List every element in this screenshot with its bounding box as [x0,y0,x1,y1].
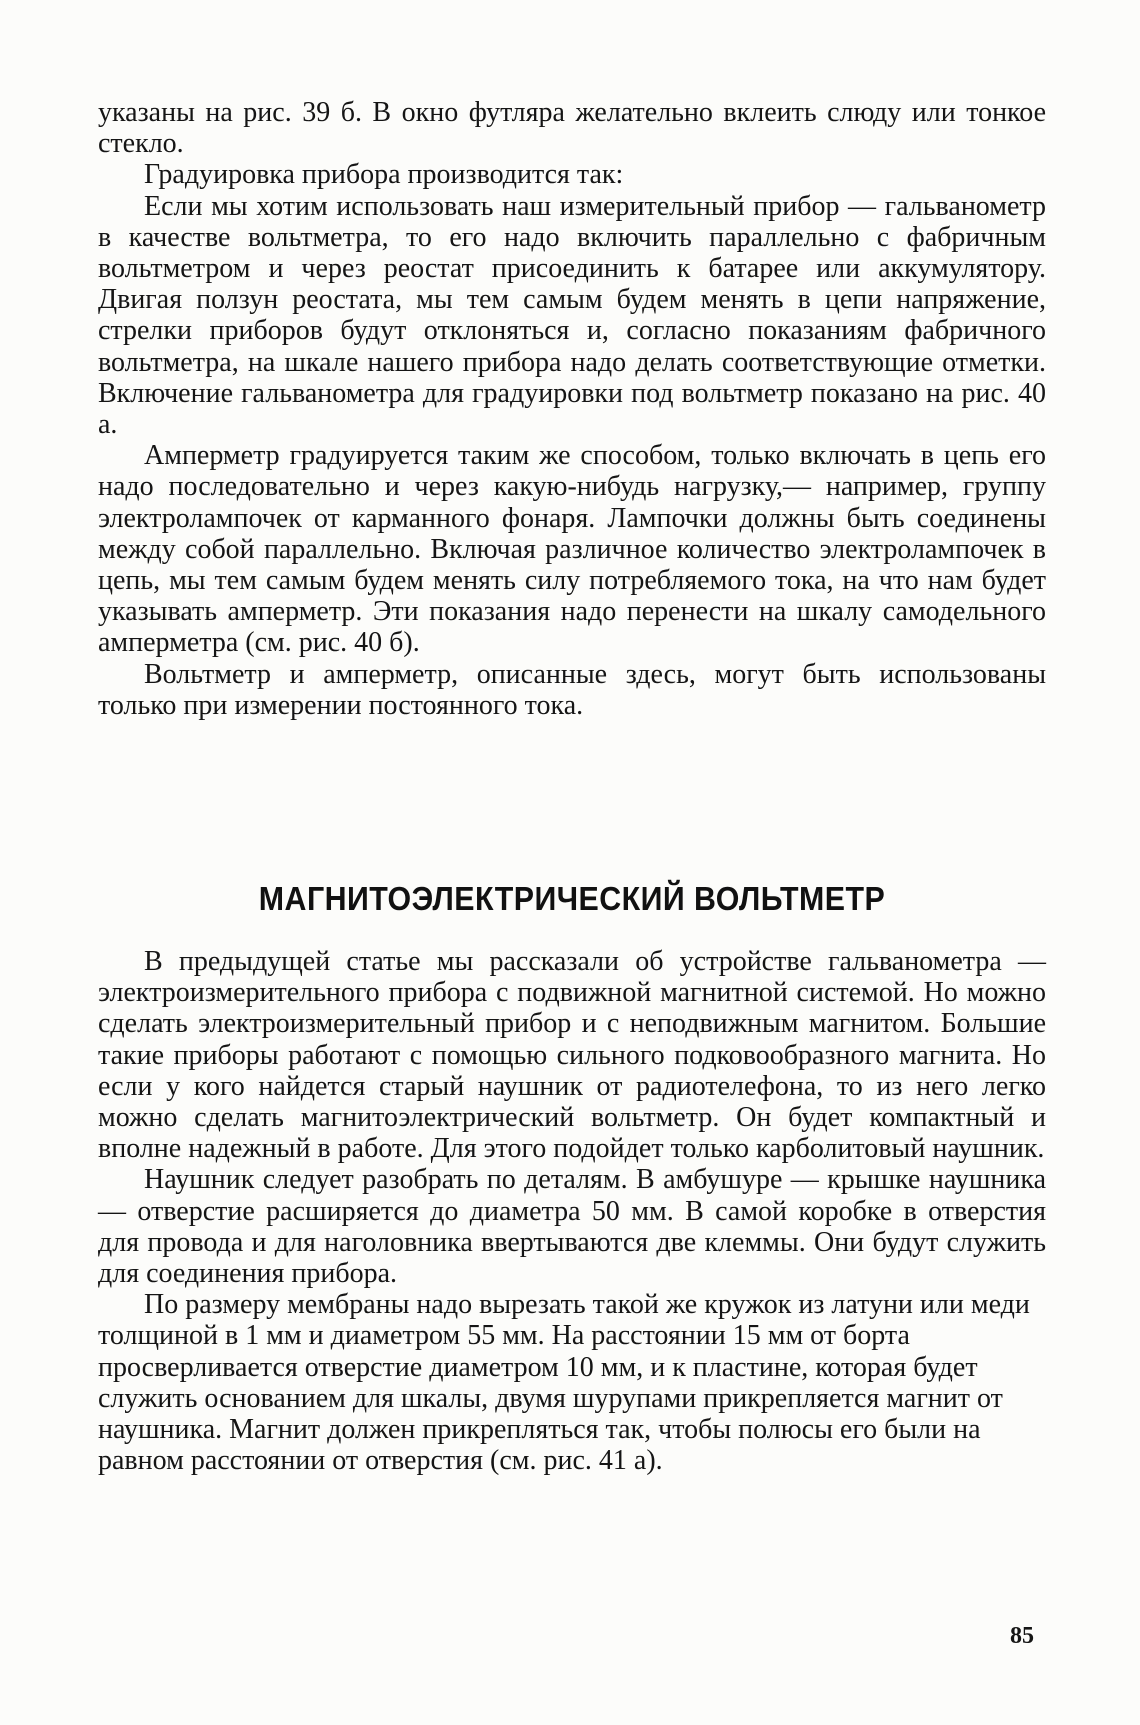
paragraph-intro: В предыдущей статье мы рассказали об устройстве гальванометра — электроизмерительного прибора с подвижной магнитной системой. Но можно сделать электроизмерительный прибор и с неподвижным магнитом. Большие такие приборы работают с помощью сильного подковообразного магнита. Но если у кого найдется старый наушник от радиотелефона, то из него легко можно сделать магнитоэлектрический вольтметр. Он будет компактный и вполне надежный в работе. Для этого подойдет только карболитовый наушник. [98,946,1046,1165]
paragraph-membrane: По размеру мембраны надо вырезать такой же кружок из латуни или меди толщиной в 1 мм и диаметром 55 мм. На расстоянии 15 мм от борта просверливается отверстие диаметром 10 мм, и к пластине, которая будет служить основанием для шкалы, двумя шурупами прикрепляется магнит от наушника. Магнит должен прикрепляться так, чтобы полюсы его были на равном расстоянии от отверстия (см. рис. 41 а). [98,1289,1030,1477]
page-number: 85 [1010,1623,1034,1649]
paragraph-continuation: указаны на рис. 39 б. В окно футляра желательно вклеить слюду или тонкое стекло. [98,97,1046,160]
section-title: МАГНИТОЭЛЕКТРИЧЕСКИЙ ВОЛЬТМЕТР [258,880,886,917]
paragraph-disassembly: Наушник следует разобрать по деталям. В амбушуре — крышке наушника — отверстие расширяется до диаметра 50 мм. В самой коробке в отверстия для провода и для наголовника ввертываются две клеммы. Они будут служить для соединения прибора. [98,1164,1046,1290]
paragraph-voltmeter-calibration: Если мы хотим использовать наш измерительный прибор — гальванометр в качестве вольтметра, то его надо включить параллельно с фабричным вольтметром и через реостат присоединить к батарее или аккумулятору. Двигая ползун реостата, мы тем самым будем менять в цепи напряжение, стрелки приборов будут отклоняться и, согласно показаниям фабричного вольтметра, на шкале нашего прибора надо делать соответствующие отметки. Включение гальванометра для градуировки под вольтметр показано на рис. 40 а. [98,190,1046,441]
paragraph-ammeter-calibration: Амперметр градуируется таким же способом, только включать в цепь его надо последовательно и через какую-нибудь нагрузку,— например, группу электролампочек от карманного фонаря. Лампочки должны быть соединены между собой параллельно. Включая различное количество электролампочек в цепь, мы тем самым будем менять силу потребляемого тока, на что нам будет указывать амперметр. Эти показания надо перенести на шкалу самодельного амперметра (см. рис. 40 б). [98,440,1046,659]
top-text-block [98,97,1046,721]
paragraph-dc-note: Вольтметр и амперметр, описанные здесь, могут быть использованы только при измерении постоянного тока. [98,658,1046,721]
paragraph-calibration-intro: Градуировка прибора производится так: [144,159,624,191]
section-text-block [98,946,1046,1476]
